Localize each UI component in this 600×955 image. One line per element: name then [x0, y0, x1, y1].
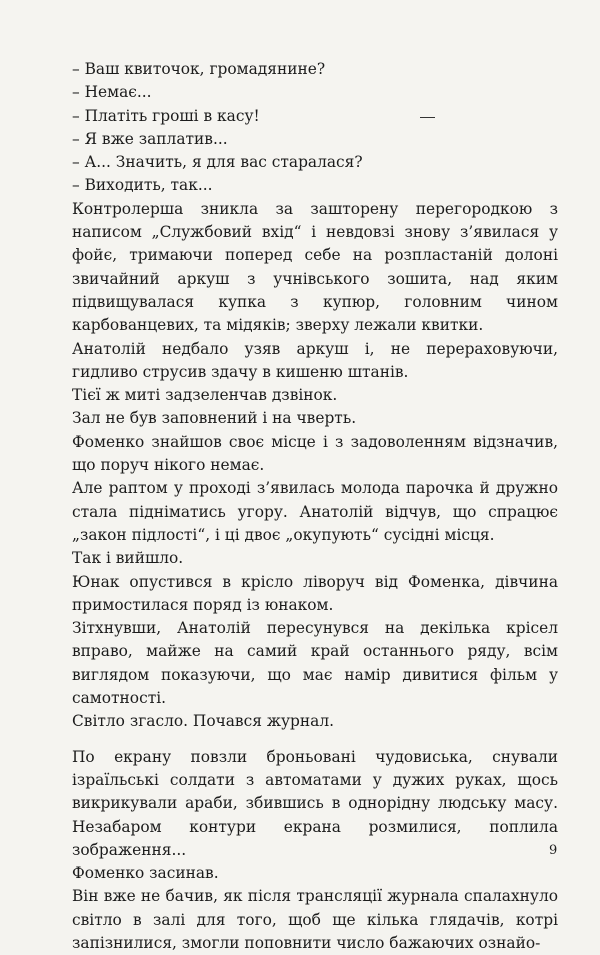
dialog-line: – Платіть гроші в касу!	[72, 106, 260, 125]
dialog-line: – Ваш квиточок, громадянине?	[72, 60, 326, 78]
paragraph: Юнак опустився в крісло ліворуч від Фоменка, дівчина примостилася поряд із юнаком.	[72, 572, 558, 614]
paragraph: Тієї ж миті задзеленчав дзвінок.	[72, 386, 338, 405]
paragraph: Анатолій недбало узяв аркуш і, не перераховуючи, гидливо струсив здачу в кишеню штанів.	[72, 339, 558, 381]
paragraph: По екрану повзли броньовані чудовиська, снували ізраїльські солдати з автоматами у дужих руках, щось викрикували араби, збившись в однорідну людську масу. Незабаром контури екрана розмилися, поплила зображення...	[72, 747, 558, 859]
paragraph: Світло згасло. Почався журнал.	[72, 712, 334, 731]
dialog-line: – А... Значить, я для вас старалася?	[72, 153, 363, 172]
page-text	[72, 58, 558, 955]
paragraph: Фоменко знайшов своє місце і з задоволенням відзначив, що поруч нікого немає.	[72, 432, 558, 475]
paragraph: Так і вийшло.	[72, 549, 184, 568]
paragraph: Він вже не бачив, як після трансляції журнала спалахнуло світло в залі для того, щоб ще кілька глядачів, котрі запізнилися, змогли поповнити число бажаючих ознайо-	[72, 887, 558, 952]
paragraph: Зітхнувши, Анатолій пересунувся на декілька крісел вправо, майже на самий край останнього ряду, всім виглядом показуючи, що має намір дивитися фільм у самотності.	[72, 619, 558, 708]
dialog-line: – Немає...	[72, 83, 152, 102]
page-number: 9	[549, 843, 558, 858]
paragraph: Зал не був заповнений і на чверть.	[72, 409, 357, 428]
dialog-line: – Виходить, так...	[72, 176, 213, 195]
paragraph: Фоменко засинав.	[72, 864, 219, 883]
dialog-line: – Я вже заплатив...	[72, 129, 228, 148]
paragraph: Контролерша зникла за зашторену перегородкою з написом „Службовий вхід“ і невдовзі знову з’явилася у фойє, тримаючи поперед себе на розпластаній долоні звичайний аркуш з учнівського зошита, над яким підвищувалася купка з купюр, головним чином карбованцевих, та мідяків; зверху лежали квитки.	[72, 199, 558, 335]
paragraph: Але раптом у проході з’явилась молода парочка й дружно стала підніматись угору. Анатолій відчув, що спрацює „закон підлості“, і ці двоє „окупують“ сусідні місця.	[72, 479, 558, 544]
